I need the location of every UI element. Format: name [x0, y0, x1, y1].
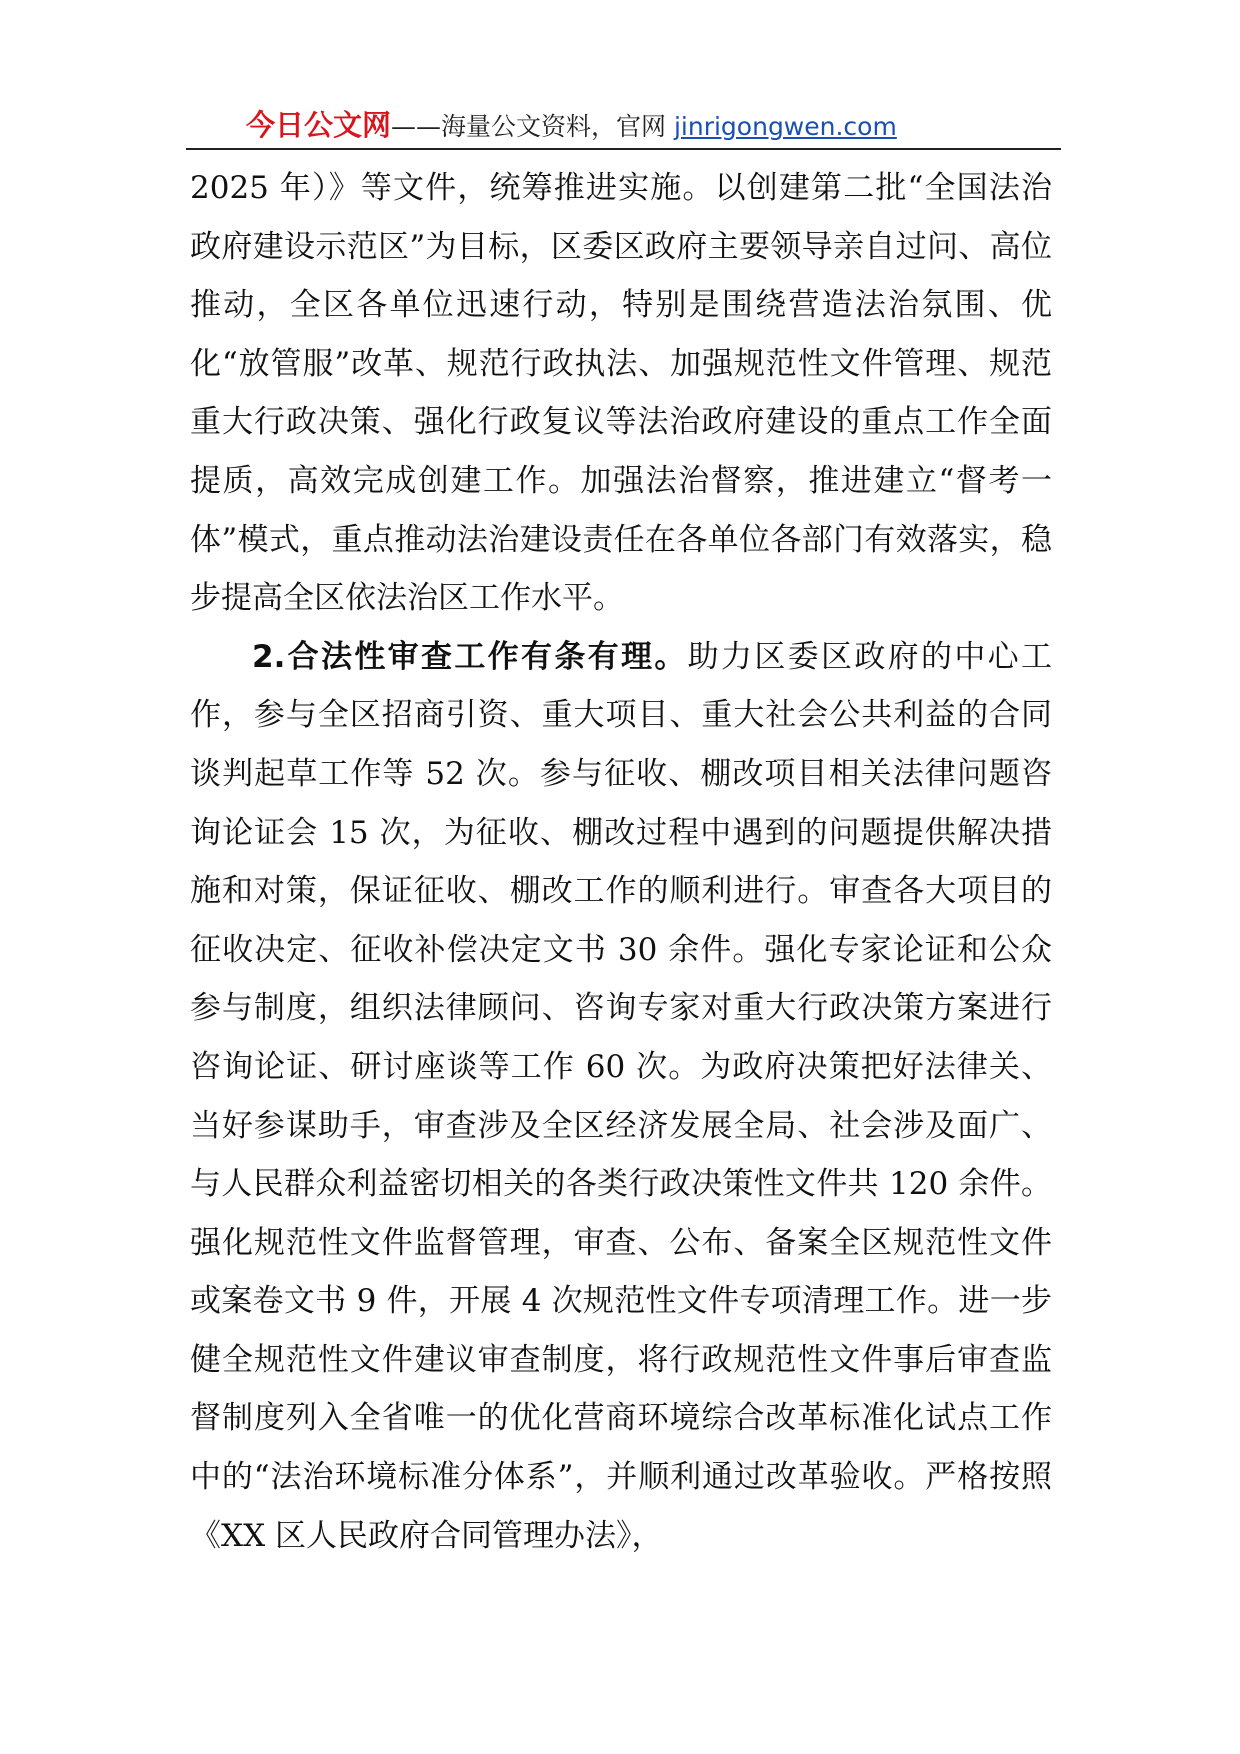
- header-line: [246, 108, 897, 144]
- document-body: [190, 159, 1052, 1565]
- paragraph-1: 2025 年）》等文件，统筹推进实施。以创建第二批“全国法治政府建设示范区”为目标，区委区政府主要领导亲自过问、高位推动，全区各单位迅速行动，特别是围绕营造法治氛围、优化“放管服”改革、规范行政执法、加强规范性文件管理、规范重大行政决策、强化行政复议等法治政府建设的重点工作全面提质，高效完成创建工作。加强法治督察，推进建立“督考一体”模式，重点推动法治建设责任在各单位各部门有效落实，稳步提高全区依法治区工作水平。: [190, 170, 1052, 617]
- paragraph-2-text: 助力区委区政府的中心工作，参与全区招商引资、重大项目、重大社会公共利益的合同谈判起草工作等 52 次。参与征收、棚改项目相关法律问题咨询论证会 15 次，为征收、棚改过程中遇到的问题提供解决措施和对策，保证征收、棚改工作的顺利进行。审查各大项目的征收决定、征收补偿决定文书 30 余件。强化专家论证和公众参与制度，组织法律顾问、咨询专家对重大行政决策方案进行咨询论证、研讨座谈等工作 60 次。为政府决策把好法律关、当好参谋助手，审查涉及全区经济发展全局、社会涉及面广、与人民群众利益密切相关的各类行政决策性文件共 120 余件。强化规范性文件监督管理，审查、公布、备案全区规范性文件或案卷文书 9 件，开展 4 次规范性文件专项清理工作。进一步健全规范性文件建议审查制度，将行政规范性文件事后审查监督制度列入全省唯一的优化营商环境综合改革标准化试点工作中的“法治环境标准分体系”，并顺利通过改革验收。严格按照《XX 区人民政府合同管理办法》，: [190, 638, 1052, 1554]
- page-header: [186, 104, 1061, 150]
- header-tagline: ——海量公文资料，官网: [391, 112, 674, 141]
- brand-name: 今日公文网: [246, 108, 392, 142]
- paragraph-2: [190, 628, 1052, 1566]
- paragraph-2-heading: 2.合法性审查工作有条有理。: [252, 638, 688, 675]
- site-link[interactable]: jinrigongwen.com: [673, 112, 897, 141]
